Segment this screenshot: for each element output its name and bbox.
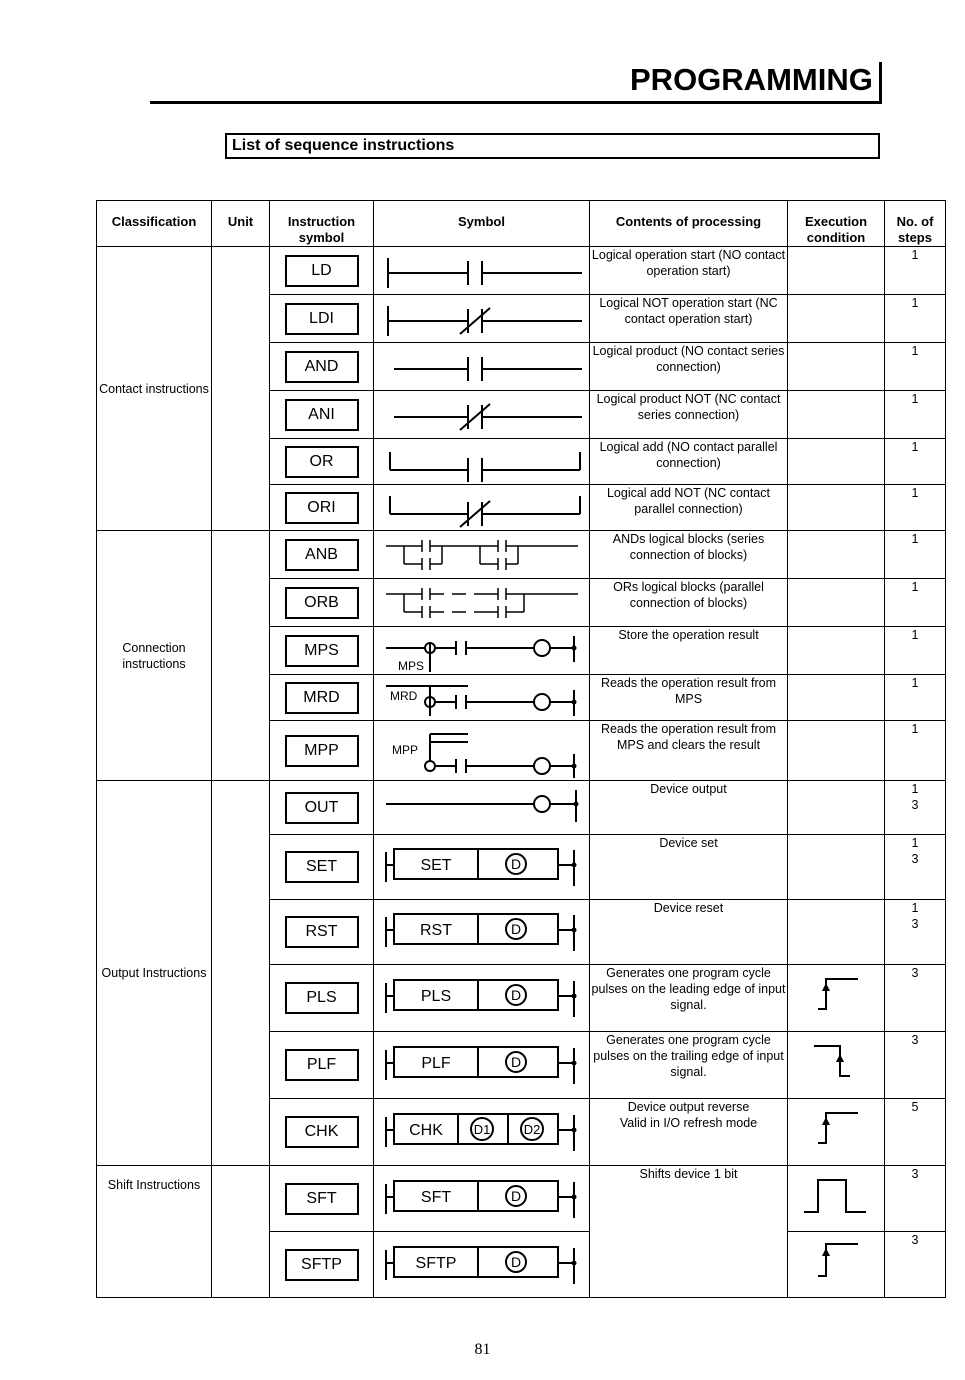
leading-edge-icon — [788, 1099, 885, 1162]
page-number: 81 — [474, 1341, 491, 1358]
steps-and: 1 — [885, 343, 946, 391]
plf-label: PLF — [421, 1054, 451, 1072]
out-symbol — [374, 782, 590, 834]
steps-mrd: 1 — [885, 675, 946, 721]
ldi-symbol — [374, 296, 590, 342]
set-operand: D — [510, 855, 522, 872]
pls-operand: D — [510, 986, 522, 1003]
set-label: SET — [420, 856, 452, 874]
chk-label: CHK — [409, 1121, 443, 1139]
header-row — [97, 201, 946, 247]
instr-anb: ANB — [285, 539, 359, 571]
set-symbol — [374, 836, 590, 899]
group-shift: Shift Instructions — [97, 1166, 212, 1298]
rst-operand: D — [510, 920, 522, 937]
contents-ori: Logical add NOT (NC contact parallel connection) — [590, 485, 788, 531]
plf-operand: D — [510, 1053, 522, 1070]
contents-and: Logical product (NO contact series connection) — [590, 343, 788, 391]
instr-set: SET — [285, 851, 359, 883]
mpp-symbol — [374, 722, 590, 780]
instr-plf: PLF — [285, 1049, 359, 1081]
contents-mps: Store the operation result — [590, 627, 788, 675]
instr-out: OUT — [285, 792, 359, 824]
pls-symbol — [374, 967, 590, 1030]
col-contents: Contents of processing — [590, 201, 788, 247]
sft-label: SFT — [420, 1188, 452, 1206]
mps-label: MPS — [398, 658, 425, 673]
leading-edge-icon — [788, 965, 885, 1028]
contents-mrd: Reads the operation result from MPS — [590, 675, 788, 721]
mrd-label: MRD — [390, 688, 418, 703]
instr-pls: PLS — [285, 982, 359, 1014]
instr-orb: ORB — [285, 587, 359, 619]
contents-rst: Device reset — [590, 900, 788, 965]
sft-operand: D — [510, 1187, 522, 1204]
steps-out: 1 3 — [885, 781, 946, 835]
mpp-label: MPP — [392, 742, 419, 757]
instr-mps: MPS — [285, 635, 359, 667]
unit-cell — [212, 781, 270, 1166]
instr-ani: ANI — [285, 399, 359, 431]
steps-sft: 3 — [885, 1166, 946, 1232]
sequence-instruction-table — [96, 200, 946, 1298]
steps-pls: 3 — [885, 965, 946, 1032]
instr-sftp: SFTP — [285, 1249, 359, 1281]
mps-symbol — [374, 628, 590, 674]
rst-symbol — [374, 901, 590, 964]
contents-ld: Logical operation start (NO contact operation start) — [590, 247, 788, 295]
col-classification: Classification — [97, 201, 212, 247]
mrd-symbol — [374, 676, 590, 720]
sftp-label: SFTP — [415, 1254, 457, 1272]
contents-chk: Device output reverse Valid in I/O refresh mode — [590, 1099, 788, 1166]
contents-pls: Generates one program cycle pulses on the leading edge of input signal. — [590, 965, 788, 1032]
sft-symbol — [374, 1168, 590, 1230]
unit-cell — [212, 1166, 270, 1298]
ld-symbol — [374, 248, 590, 294]
steps-ldi: 1 — [885, 295, 946, 343]
and-symbol — [374, 344, 590, 390]
ori-symbol — [374, 486, 590, 530]
anb-symbol — [374, 532, 590, 578]
contents-ldi: Logical NOT operation start (NC contact operation start) — [590, 295, 788, 343]
col-execution: Execution condition — [788, 201, 885, 247]
instr-ori: ORI — [285, 492, 359, 524]
trailing-edge-icon — [788, 1032, 885, 1095]
steps-ori: 1 — [885, 485, 946, 531]
contents-sft: Shifts device 1 bit — [590, 1166, 788, 1298]
steps-mps: 1 — [885, 627, 946, 675]
contents-mpp: Reads the operation result from MPS and clears the result — [590, 721, 788, 781]
contents-ani: Logical product NOT (NC contact series connection) — [590, 391, 788, 439]
contents-plf: Generates one program cycle pulses on the trailing edge of input signal. — [590, 1032, 788, 1099]
header-bar — [879, 62, 882, 104]
leading-edge-icon — [788, 1232, 885, 1294]
instr-rst: RST — [285, 916, 359, 948]
steps-set: 1 3 — [885, 835, 946, 900]
steps-plf: 3 — [885, 1032, 946, 1099]
plf-symbol — [374, 1034, 590, 1097]
ani-symbol — [374, 392, 590, 438]
table-row — [97, 247, 946, 295]
group-contact: Contact instructions — [97, 247, 212, 531]
col-unit: Unit — [212, 201, 270, 247]
group-output: Output Instructions — [97, 781, 212, 1166]
contents-set: Device set — [590, 835, 788, 900]
contents-orb: ORs logical blocks (parallel connection of blocks) — [590, 579, 788, 627]
pulse-icon — [788, 1166, 885, 1228]
steps-ani: 1 — [885, 391, 946, 439]
contents-anb: ANDs logical blocks (series connection of blocks) — [590, 531, 788, 579]
chk-symbol — [374, 1101, 590, 1164]
instr-ld: LD — [285, 255, 359, 287]
pls-label: PLS — [420, 987, 452, 1005]
instr-mrd: MRD — [285, 682, 359, 714]
instr-or: OR — [285, 446, 359, 478]
table-row — [97, 531, 946, 579]
contents-or: Logical add (NO contact parallel connection) — [590, 439, 788, 485]
rst-label: RST — [420, 921, 452, 939]
sftp-operand: D — [510, 1253, 522, 1270]
table-row — [97, 781, 946, 835]
steps-ld: 1 — [885, 247, 946, 295]
or-symbol — [374, 440, 590, 484]
steps-sftp: 3 — [885, 1232, 946, 1298]
chk-operand-2: D2 — [523, 1121, 541, 1137]
steps-orb: 1 — [885, 579, 946, 627]
sftp-symbol — [374, 1234, 590, 1296]
steps-mpp: 1 — [885, 721, 946, 781]
col-symbol: Symbol — [374, 201, 590, 247]
instr-ldi: LDI — [285, 303, 359, 335]
col-instruction: Instruction symbol — [270, 201, 374, 247]
unit-cell — [212, 531, 270, 781]
contents-out: Device output — [590, 781, 788, 835]
header-rule — [150, 101, 880, 104]
steps-anb: 1 — [885, 531, 946, 579]
chk-operand-1: D1 — [473, 1121, 491, 1137]
col-steps: No. of steps — [885, 201, 946, 247]
table-row — [97, 1166, 946, 1232]
steps-chk: 5 — [885, 1099, 946, 1166]
orb-symbol — [374, 580, 590, 626]
instr-mpp: MPP — [285, 735, 359, 767]
steps-or: 1 — [885, 439, 946, 485]
section-title: List of sequence instructions — [225, 133, 880, 159]
steps-rst: 1 3 — [885, 900, 946, 965]
unit-cell — [212, 247, 270, 531]
instr-and: AND — [285, 351, 359, 383]
page-title: PROGRAMMING — [630, 62, 873, 97]
instr-chk: CHK — [285, 1116, 359, 1148]
instr-sft: SFT — [285, 1183, 359, 1215]
group-connection: Connection instructions — [97, 531, 212, 781]
